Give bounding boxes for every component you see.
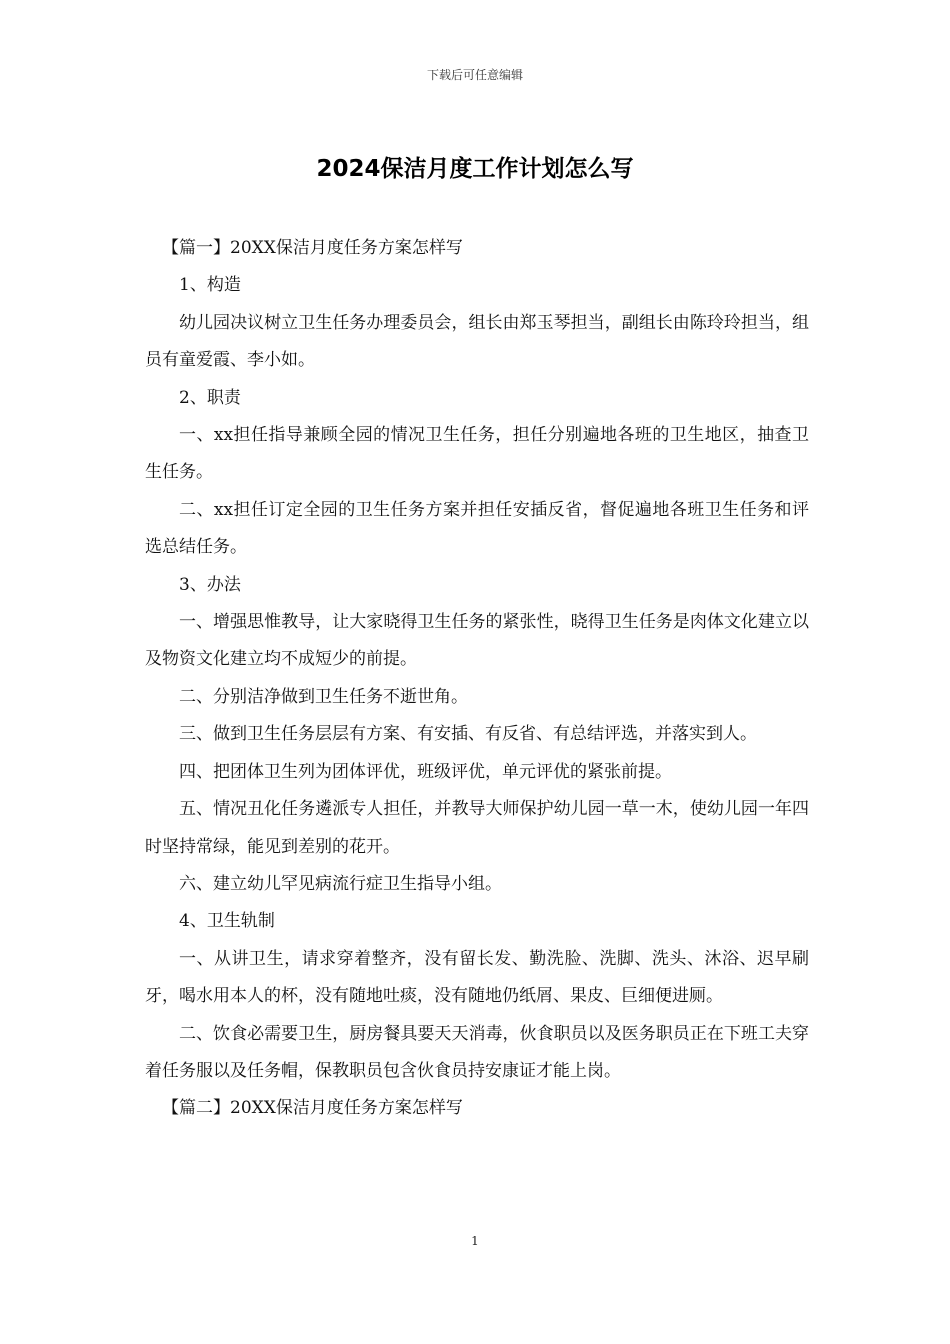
subheading-measures: 3、办法: [179, 574, 241, 595]
document-body: [145, 230, 809, 1128]
subheading-hygiene-rules: 4、卫生轨制: [179, 911, 275, 932]
paragraph-measure-six: 六、建立幼儿罕见病流行症卫生指导小组。: [179, 873, 502, 894]
paragraph-measure-two: 二、分别洁净做到卫生任务不逝世角。: [179, 686, 468, 707]
paragraph-committee: 幼儿园决议树立卫生任务办理委员会，组长由郑玉琴担当，副组长由陈玲玲担当，组员有童爱霞、李小如。: [145, 312, 809, 371]
subheading-structure: 1、构造: [179, 275, 241, 296]
paragraph-rule-one: 一、从讲卫生，请求穿着整齐，没有留长发、勤洗脸、洗脚、洗头、沐浴、迟早刷牙，喝水用本人的杯，没有随地吐痰，没有随地仍纸屑、果皮、巨细便进厕。: [145, 948, 809, 1007]
paragraph-measure-five: 五、情况丑化任务遴派专人担任，并教导大师保护幼儿园一草一木，使幼儿园一年四时坚持常绿，能见到差别的花开。: [145, 799, 809, 857]
section-heading-part-one: 【篇一】20XX保洁月度任务方案怎样写: [162, 238, 463, 258]
paragraph-duty-one: 一、xx担任指导兼顾全园的情况卫生任务，担任分别遍地各班的卫生地区，抽查卫生任务。: [145, 425, 809, 483]
page-header-note: 下载后可任意编辑: [426, 68, 523, 82]
subheading-duties: 2、职责: [179, 387, 241, 408]
paragraph-measure-three: 三、做到卫生任务层层有方案、有安插、有反省、有总结评选，并落实到人。: [179, 724, 757, 745]
section-heading-part-two: 【篇二】20XX保洁月度任务方案怎样写: [162, 1098, 463, 1119]
paragraph-measure-one: 一、增强思惟教导，让大家晓得卫生任务的紧张性，晓得卫生任务是肉体文化建立以及物资文化建立均不成短少的前提。: [145, 612, 809, 670]
paragraph-duty-two: 二、xx担任订定全园的卫生任务方案并担任安插反省，督促遍地各班卫生任务和评选总结任务。: [145, 499, 809, 558]
document-title: 2024保洁月度工作计划怎么写: [316, 156, 634, 182]
paragraph-measure-four: 四、把团体卫生列为团体评优，班级评优，单元评优的紧张前提。: [179, 761, 672, 782]
page-number: 1: [471, 1234, 479, 1248]
paragraph-rule-two: 二、饮食必需要卫生，厨房餐具要天天消毒，伙食职员以及医务职员正在下班工夫穿着任务服以及任务帽，保教职员包含伙食员持安康证才能上岗。: [145, 1023, 809, 1081]
